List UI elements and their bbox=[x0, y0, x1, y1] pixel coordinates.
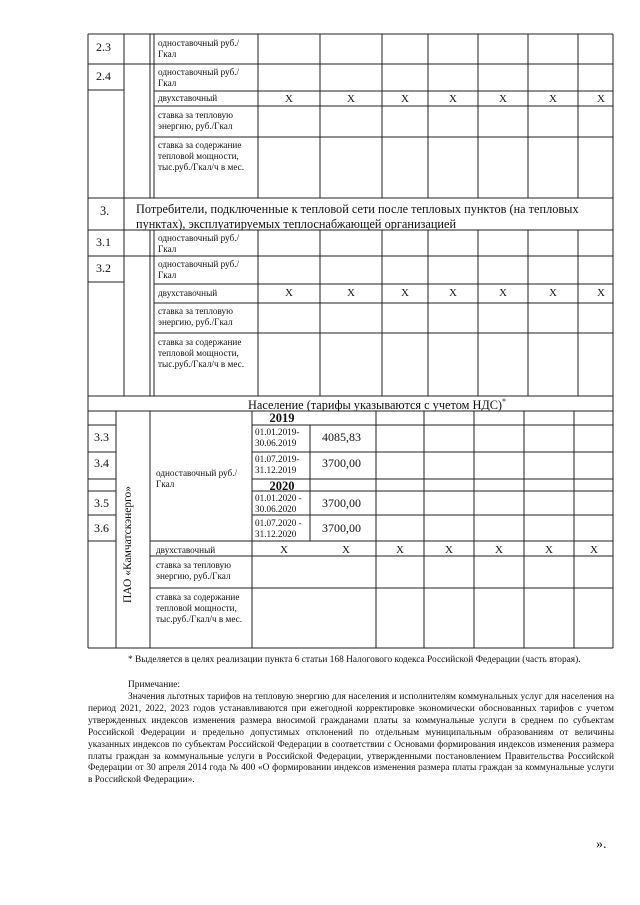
rate-capacity-label: ставка за содержание тепловой мощности, тыс.руб./Гкал/ч в мес. bbox=[158, 337, 245, 369]
two-part-label: двухставочный bbox=[156, 545, 216, 555]
rate-capacity-label: ставка за содержание тепловой мощности, тыс.руб./Гкал/ч в мес. bbox=[158, 140, 245, 172]
x-mark: X bbox=[549, 93, 557, 105]
note-body: Значения льготных тарифов на тепловую энергию для населения и исполнителям коммунальных услуг для населения на период 2021, 2022, 2023 годов устанавливаются при ежегодной корректировке экономически обоснованных тарифов с учетом утвержденных индексов изменения размера вносимой гражданами платы за коммунальные услуги в среднем по субъектам Российской Федерации и предельно допустимых отклонений по отдельным муниципальным образованиям от величины указанных индексов по субъектам Российской Федерации в соответствии с Основами формирования индексов изменения размера платы граждан за коммунальные услуги в Российской Федерации, утвержденными постановлением Правительства Российской Федерации от 30 апреля 2014 года № 400 «О формировании индексов изменения размера платы граждан за коммунальные услуги в Российской Федерации». bbox=[88, 692, 614, 786]
x-mark: X bbox=[449, 287, 457, 299]
tariff-value: 3700,00 bbox=[322, 521, 361, 535]
x-mark: X bbox=[445, 544, 453, 556]
period-label: 01.07.2020 - 31.12.2020 bbox=[255, 518, 302, 539]
period-label: 01.01.2020 - 30.06.2020 bbox=[255, 493, 302, 514]
rate-type-label: одноставочный руб./Гкал bbox=[158, 233, 240, 254]
x-mark: X bbox=[285, 287, 293, 299]
x-mark: X bbox=[396, 544, 404, 556]
x-mark: X bbox=[499, 287, 507, 299]
year-label: 2020 bbox=[269, 479, 295, 493]
tariff-value: 3700,00 bbox=[322, 496, 361, 510]
x-mark: X bbox=[449, 93, 457, 105]
rate-capacity-label: ставка за содержание тепловой мощности, тыс.руб./Гкал/ч в мес. bbox=[156, 592, 243, 624]
organization-name: ПАО «Камчатскэнерго» bbox=[122, 485, 134, 603]
population-header: Население (тарифы указываются с учетом НДС)* bbox=[248, 397, 507, 413]
period-label: 01.07.2019-31.12.2019 bbox=[255, 454, 300, 475]
x-mark: X bbox=[401, 93, 409, 105]
period-label: 01.01.2019-30.06.2019 bbox=[255, 427, 300, 448]
rate-energy-label: ставка за тепловую энергию, руб./Гкал bbox=[156, 560, 231, 581]
x-mark: X bbox=[597, 93, 605, 105]
x-mark: X bbox=[495, 544, 503, 556]
x-mark: X bbox=[347, 93, 355, 105]
row-num: 2.3 bbox=[96, 40, 111, 54]
section-title-line2: пунктах), эксплуатируемых теплоснабжающей организацией bbox=[136, 217, 457, 231]
x-mark: X bbox=[285, 93, 293, 105]
rate-energy-label: ставка за тепловую энергию, руб./Гкал bbox=[158, 306, 233, 327]
x-mark: X bbox=[280, 544, 288, 556]
two-part-label: двухставочный bbox=[158, 288, 218, 298]
rate-type-label: одноставочный руб./Гкал bbox=[158, 67, 240, 88]
row-num: 3.1 bbox=[96, 235, 111, 249]
year-label: 2019 bbox=[269, 411, 295, 425]
x-mark: X bbox=[590, 544, 598, 556]
x-mark: X bbox=[597, 287, 605, 299]
rate-energy-label: ставка за тепловую энергию, руб./Гкал bbox=[158, 110, 233, 131]
x-mark: X bbox=[549, 287, 557, 299]
section-num: 3. bbox=[100, 204, 110, 218]
row-num: 3.6 bbox=[94, 521, 109, 535]
rate-type-label: одноставочный руб./Гкал bbox=[158, 38, 240, 59]
tariff-value: 4085,83 bbox=[322, 430, 361, 444]
rate-type-label: одноставочный руб./Гкал bbox=[156, 468, 238, 489]
row-num: 3.2 bbox=[96, 261, 111, 275]
row-num: 3.4 bbox=[94, 456, 109, 470]
x-mark: X bbox=[347, 287, 355, 299]
row-num: 3.3 bbox=[94, 430, 109, 444]
two-part-label: двухставочный bbox=[158, 93, 218, 103]
x-mark: X bbox=[342, 544, 350, 556]
tariff-value: 3700,00 bbox=[322, 456, 361, 470]
x-mark: X bbox=[401, 287, 409, 299]
row-num: 3.5 bbox=[94, 496, 109, 510]
footnote: * Выделяется в целях реализации пункта 6 статьи 168 Налогового кодекса Российской Федерации (часть вторая). bbox=[128, 655, 581, 665]
section-title-line1: Потребители, подключенные к тепловой сети после тепловых пунктов (на тепловых bbox=[136, 202, 579, 216]
rate-type-label: одноставочный руб./Гкал bbox=[158, 259, 240, 280]
closing-quote: ». bbox=[596, 837, 607, 852]
note-heading: Примечание: bbox=[128, 680, 181, 690]
x-mark: X bbox=[499, 93, 507, 105]
row-num: 2.4 bbox=[96, 69, 111, 83]
x-mark: X bbox=[545, 544, 553, 556]
